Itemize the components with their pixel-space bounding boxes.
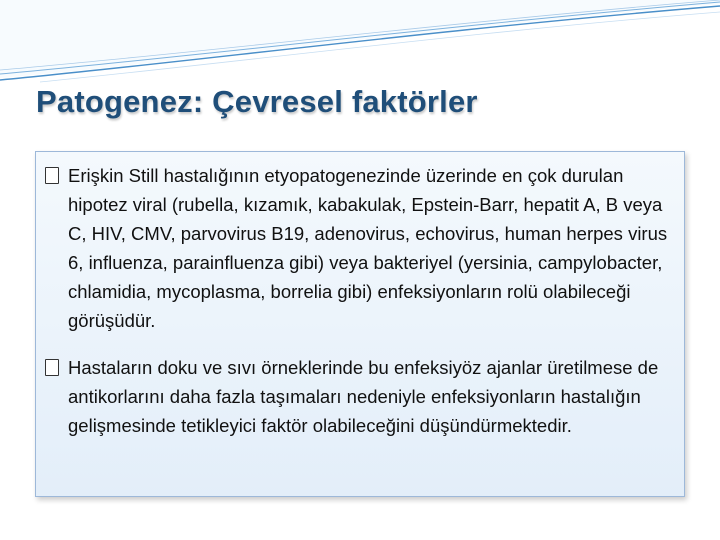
paragraph-text: Hastaların doku ve sıvı örneklerinde bu enfeksiyöz ajanlar üretilmese de antikorlarını daha fazla taşımaları nedeniyle enfeksiyonların hastalığın gelişmesinde tetikleyici faktör olabileceğini düşündürmektedir. (68, 357, 659, 436)
bullet-icon (45, 167, 59, 184)
bullet-icon (45, 359, 59, 376)
header-swoosh-decoration (0, 0, 720, 90)
content-box (35, 151, 685, 497)
slide-title: Patogenez: Çevresel faktörler (36, 84, 478, 119)
paragraph-antibody-evidence (40, 353, 674, 440)
paragraph-viral-hypothesis (40, 161, 674, 335)
paragraph-text: Erişkin Still hastalığının etyopatogenezinde üzerinde en çok durulan hipotez viral (rubella, kızamık, kabakulak, Epstein-Barr, hepatit A, B veya C, HIV, CMV, parvovirus B19, adenovirus, echovirus, human herpes virus 6, influenza, parainfluenza gibi) veya bakteriyel (yersinia, campylobacter, chlamidia, mycoplasma, borrelia gibi) enfeksiyonların rolü olabileceği görüşüdür. (68, 165, 668, 331)
